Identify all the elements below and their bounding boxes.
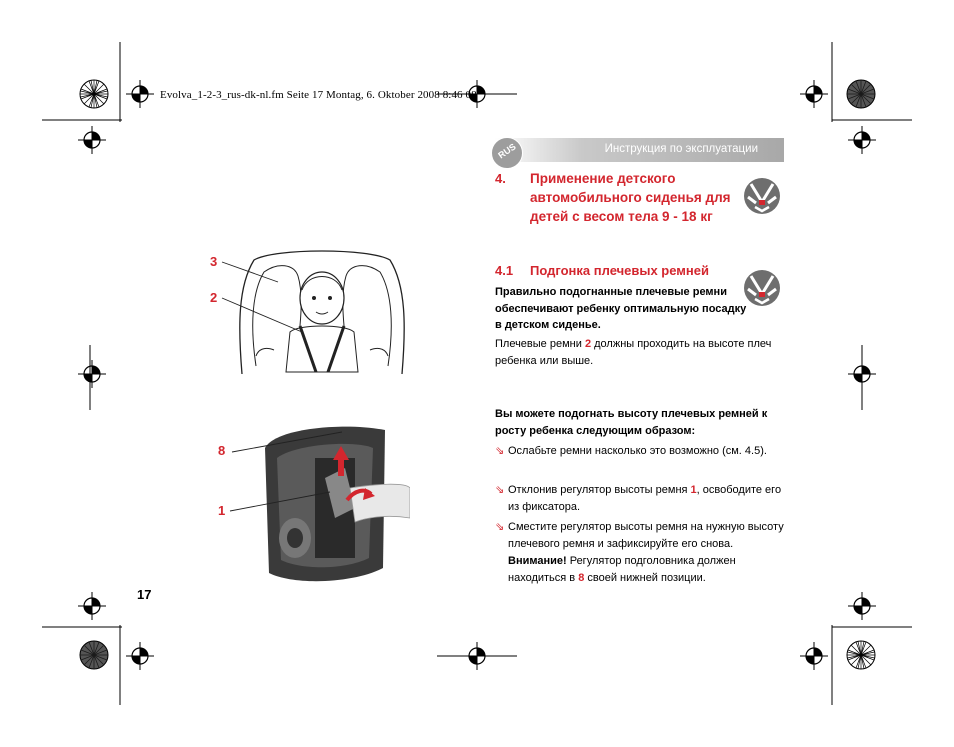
rus-badge-label: RUS <box>496 141 518 161</box>
section-title: Применение детского автомобильного сиденья для детей с весом тела 9 - 18 кг <box>530 171 731 224</box>
ref-number: 1 <box>690 484 697 496</box>
intro-paragraph: Правильно подогнанные плечевые ремни обеспечивают ребенку оптимальную посадку в детском сиденье. <box>495 286 747 331</box>
subsection-title: Подгонка плечевых ремней <box>530 263 709 278</box>
callout-2: 2 <box>210 290 218 305</box>
callout-1: 1 <box>218 503 226 518</box>
step-text-main: Сместите регулятор высоты ремня на нужную высоту плечевого ремня и зафиксируйте его снова. <box>508 521 784 550</box>
callout-8: 8 <box>218 443 226 458</box>
ref-number: 8 <box>578 572 585 584</box>
section-number: 4. <box>495 171 506 186</box>
subsection-number: 4.1 <box>495 263 514 278</box>
arrow-bullet-icon: ⇘ <box>495 484 505 496</box>
step-text: Ослабьте ремни насколько это возможно (см. 4.5). <box>508 445 767 457</box>
callout-3: 3 <box>210 254 218 269</box>
straps-text-before: Плечевые ремни <box>495 338 585 350</box>
note-text-after: своей нижней позиции. <box>584 572 706 584</box>
file-info-line: Evolva_1-2-3_rus-dk-nl.fm Seite 17 Montag, 6. Oktober 2008 8:46 08 <box>160 89 477 101</box>
arrow-bullet-icon: ⇘ <box>495 521 505 533</box>
step-text-after: , освободите его из фиксатора. <box>508 484 782 513</box>
note-text-before: Регулятор подголовника должен находиться в <box>508 555 736 584</box>
straps-text-after: должны проходить на высоте плеч ребенка или выше. <box>495 338 772 367</box>
arrow-bullet-icon: ⇘ <box>495 445 505 457</box>
note-label: Внимание! <box>508 555 567 567</box>
band-title: Инструкция по эксплуатации <box>604 143 758 155</box>
adjust-heading: Вы можете подогнать высоту плечевых ремней к росту ребенка следующим образом: <box>495 408 768 437</box>
page-number: 17 <box>137 587 152 602</box>
step-text-before: Отклонив регулятор высоты ремня <box>508 484 691 496</box>
ref-number: 2 <box>584 338 592 350</box>
